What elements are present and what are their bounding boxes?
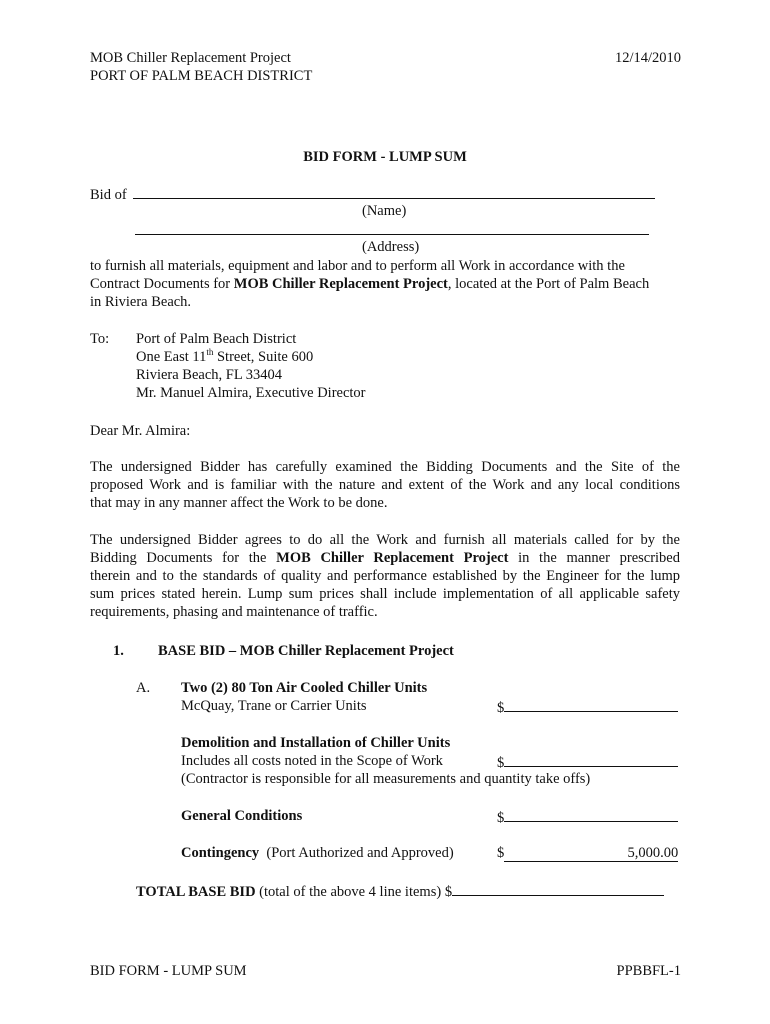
item-3-title: General Conditions [181,808,303,824]
item-3-currency: $ [497,810,505,826]
para2-line-3: therein and to the standards of quality and performance established by the Engineer for the lump [90,568,680,584]
to-street-suffix: th [206,347,214,358]
to-line-1: Port of Palm Beach District [136,331,297,347]
header-district: PORT OF PALM BEACH DISTRICT [90,68,313,84]
item-2-currency: $ [497,755,505,771]
to-line-3: Riviera Beach, FL 33404 [136,367,283,383]
item-1-currency: $ [497,700,505,716]
section-number: 1. [113,643,124,659]
item-4-title: Contingency [181,845,260,861]
para2-line-4: sum prices stated herein. Lump sum prices shall include implementation of all applicable safety [90,586,680,602]
header-date: 12/14/2010 [614,50,681,66]
item-1-amount [497,697,678,717]
footer-left: BID FORM - LUMP SUM [90,963,247,979]
item-2-note: (Contractor is responsible for all measurements and quantity take offs) [181,771,591,787]
item-3-amount [497,807,678,827]
para2-line-1: The undersigned Bidder agrees to do all the Work and furnish all materials called for by the [90,532,680,548]
total-desc: (total of the above 4 line items) [259,884,442,900]
bid-of-label: Bid of [90,187,127,203]
bid-of-address-line[interactable] [135,220,649,235]
page-title: BID FORM - LUMP SUM [303,149,467,165]
intro-line-1: to furnish all materials, equipment and labor and to perform all Work in accordance with the [90,258,625,274]
item-2-amount [497,752,678,772]
intro-text-post: , located at the Port of Palm Beach [447,276,650,292]
intro-text: Contract Documents for [90,276,234,292]
para1-line-3: that may in any manner affect the Work to be done. [90,495,388,511]
total-amount-line[interactable] [452,881,664,896]
item-2-title: Demolition and Installation of Chiller Units [181,735,451,751]
item-1-amount-line[interactable] [504,697,678,712]
item-3-amount-line[interactable] [504,807,678,822]
bid-of-row [90,184,655,204]
para2-text: Bidding Documents for the [90,550,277,566]
total-row [136,881,664,901]
total-currency: $ [444,884,453,900]
item-2-amount-line[interactable] [504,752,678,767]
section-title: BASE BID – MOB Chiller Replacement Project [158,643,454,659]
item-4-amount-value[interactable]: 5,000.00 [504,845,678,862]
to-line-2 [136,348,313,366]
salutation: Dear Mr. Almira: [90,423,191,439]
to-label: To: [90,331,110,347]
intro-project-name: MOB Chiller Replacement Project [233,276,448,292]
item-1-title: Two (2) 80 Ton Air Cooled Chiller Units [181,680,428,696]
name-caption: (Name) [362,203,407,219]
to-street-rest: Street, Suite 600 [213,349,314,365]
item-1-desc: McQuay, Trane or Carrier Units [181,698,367,714]
to-line-4: Mr. Manuel Almira, Executive Director [136,385,366,401]
para2-line-5: requirements, phasing and maintenance of traffic. [90,604,378,620]
to-street-number: One East 11 [136,349,207,365]
total-label: TOTAL BASE BID [136,884,256,900]
para1-line-1: The undersigned Bidder has carefully examined the Bidding Documents and the Site of the [90,459,680,475]
intro-line-3: in Riviera Beach. [90,294,192,310]
item-4-row [181,844,454,862]
item-4-desc: (Port Authorized and Approved) [266,845,454,861]
para1-line-2: proposed Work and is familiar with the nature and extent of the Work and any local conditions [90,477,680,493]
footer-right: PPBBFL-1 [616,963,681,979]
sub-letter: A. [136,680,151,696]
address-caption: (Address) [362,239,420,255]
bid-of-name-line[interactable] [133,184,655,199]
item-2-desc: Includes all costs noted in the Scope of Work [181,753,443,769]
para2-project-name: MOB Chiller Replacement Project [276,550,509,566]
para2-line-2 [90,549,680,567]
intro-line-2 [90,275,649,293]
para2-text-post: in the manner prescribed [508,550,680,566]
address-row [135,220,649,240]
item-4-amount [497,844,678,862]
item-4-currency: $ [497,845,505,861]
header-project: MOB Chiller Replacement Project [90,50,291,66]
